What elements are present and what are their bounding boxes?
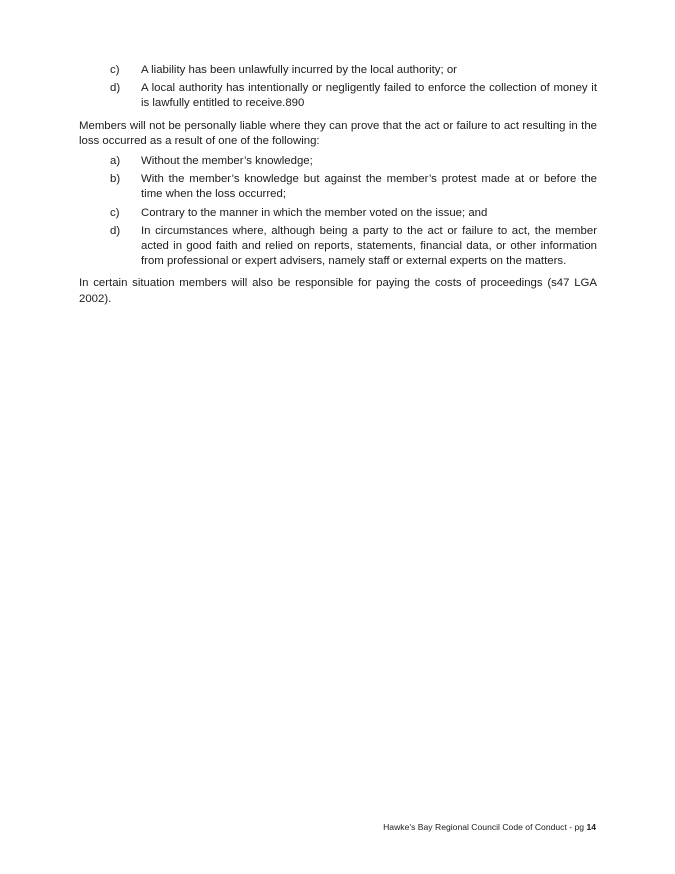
list-marker: b) — [110, 173, 121, 186]
costs-paragraph: In certain situation members will also be responsible for paying the costs of proceedings (s47 LGA 2002). — [79, 277, 597, 305]
list-marker: d) — [110, 224, 121, 237]
list-item — [79, 81, 597, 111]
members-paragraph: Members will not be personally liable where they can prove that the act or failure to act resulting in the loss occurred as a result of one of the following: — [79, 119, 597, 147]
footer-text: Hawke’s Bay Regional Council Code of Conduct - pg — [383, 822, 585, 832]
page-number: 14 — [586, 822, 596, 832]
list-marker: c) — [110, 206, 120, 219]
list-item — [79, 172, 597, 202]
page-content — [79, 63, 597, 312]
list-item-text: Without the member’s knowledge; — [141, 155, 313, 168]
page-footer — [360, 822, 596, 833]
list-item — [79, 63, 597, 78]
conditions-list — [79, 154, 597, 269]
liability-list — [79, 63, 597, 112]
list-item-text: A liability has been unlawfully incurred by the local authority; or — [141, 64, 457, 76]
list-item — [79, 224, 597, 270]
list-item — [79, 206, 597, 221]
list-marker: c) — [110, 64, 120, 76]
list-item — [79, 154, 597, 169]
list-marker: d) — [110, 82, 121, 95]
list-marker: a) — [110, 155, 121, 168]
list-item-text: With the member’s knowledge but against the member’s protest made at or before the time when the loss occurred; — [141, 173, 597, 201]
list-item-text: A local authority has intentionally or negligently failed to enforce the collection of money it is lawfully entitled to receive.890 — [141, 82, 597, 110]
list-item-text: Contrary to the manner in which the member voted on the issue; and — [141, 206, 488, 219]
list-item-text: In circumstances where, although being a party to the act or failure to act, the member acted in good faith and relied on reports, statements, financial data, or other information from professional or expert advisers, namely staff or external experts on the matters. — [141, 224, 597, 268]
